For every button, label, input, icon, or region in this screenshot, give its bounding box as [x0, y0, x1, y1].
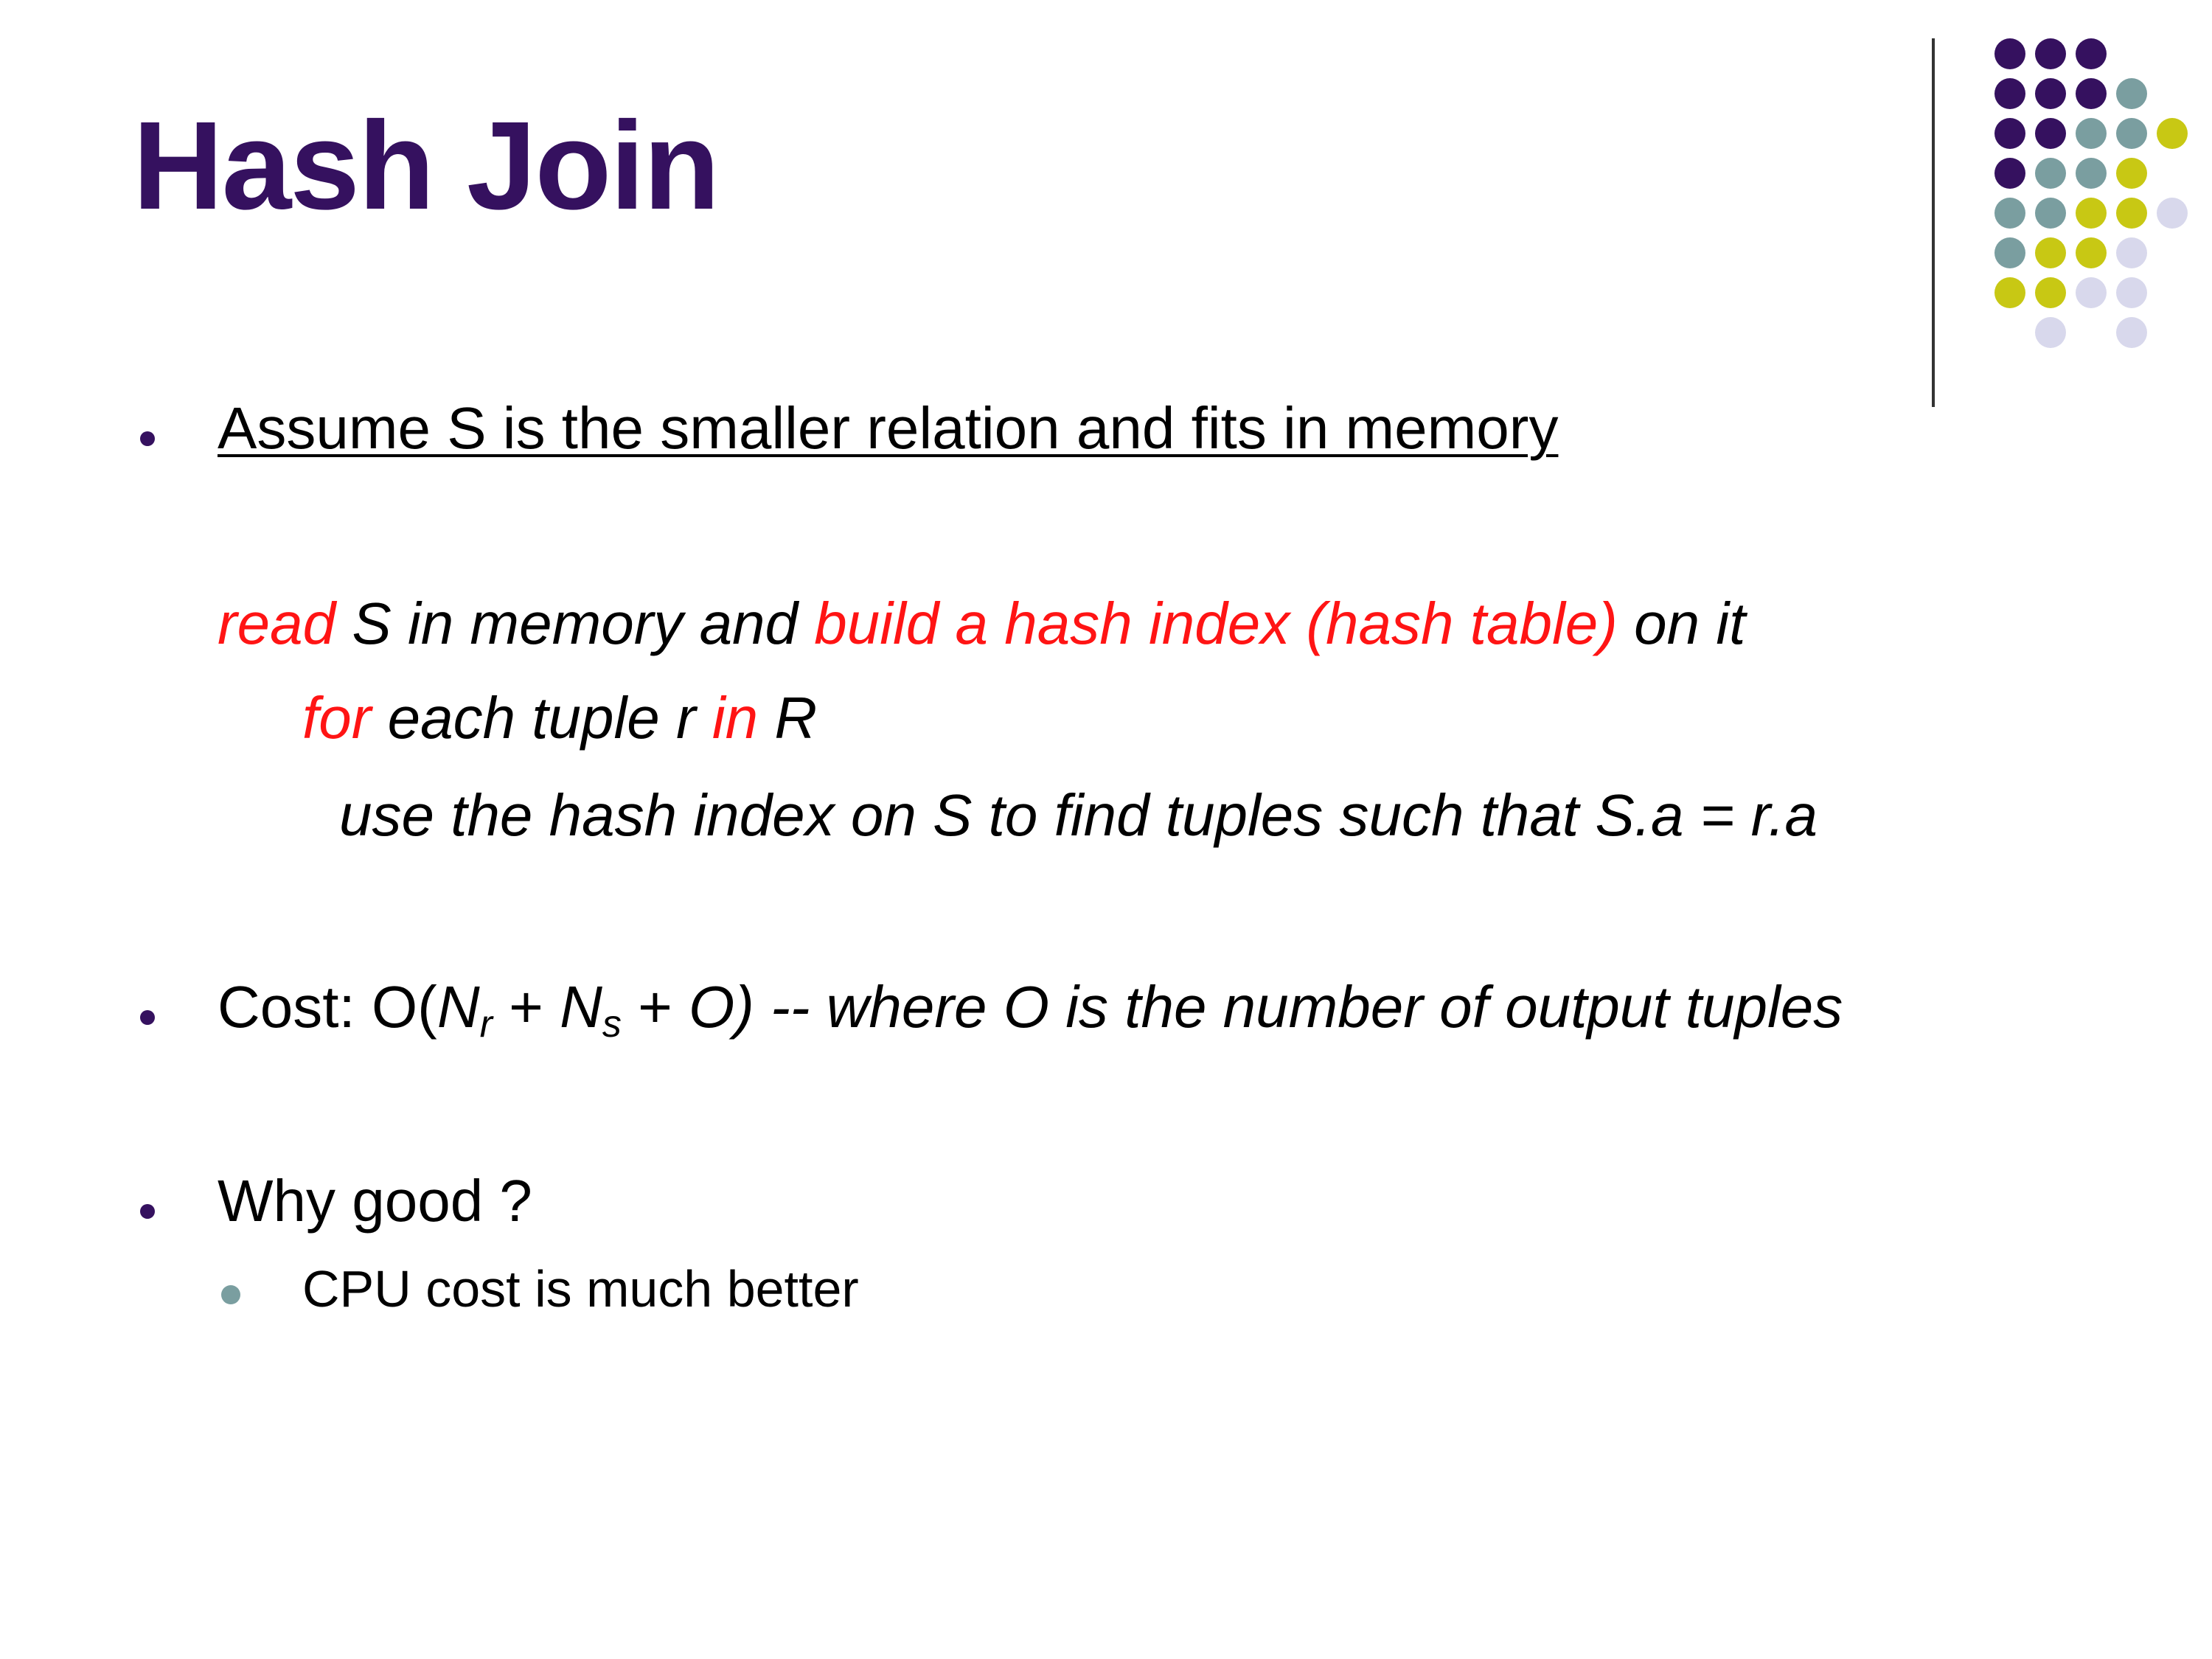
decorative-dot-purple	[2035, 118, 2066, 149]
decorative-dot-lavender	[2076, 277, 2107, 308]
decorative-dot-olive	[2035, 237, 2066, 268]
decorative-dot-lavender	[2035, 317, 2066, 348]
decorative-dot-purple	[2035, 78, 2066, 109]
decorative-dot-olive	[2116, 198, 2147, 229]
bullet-cost-text	[218, 973, 1843, 1046]
slide-title: Hash Join	[133, 96, 719, 236]
title-divider-line	[1932, 38, 1935, 407]
decorative-dot-teal	[2116, 78, 2147, 109]
cost-subscript-s: s	[602, 1003, 622, 1046]
bullet-why-good-text: Why good ?	[218, 1168, 532, 1234]
cost-plus: +	[492, 974, 560, 1040]
decorative-dot-teal	[2035, 198, 2066, 229]
cost-explanation: -- where O is the number of output tuples	[754, 974, 1843, 1040]
decorative-dot-purple	[1994, 118, 2025, 149]
code-text: R	[758, 685, 818, 751]
code-text: each tuple r	[371, 685, 712, 751]
sub-bullet-cpu-cost-text: CPU cost is much better	[302, 1260, 859, 1318]
decorative-dot-purple	[1994, 158, 2025, 189]
code-text: on it	[1617, 591, 1746, 656]
decorative-dot-lavender	[2116, 277, 2147, 308]
decorative-dot-teal	[2035, 158, 2066, 189]
decorative-dot-olive	[2076, 237, 2107, 268]
decorative-dot-olive	[2116, 158, 2147, 189]
decorative-dot-lavender	[2116, 237, 2147, 268]
cost-prefix: Cost: O(	[218, 974, 437, 1040]
cost-n: N	[560, 974, 602, 1040]
cost-o: O)	[689, 974, 754, 1040]
code-keyword-in: in	[712, 685, 759, 751]
decorative-dot-olive	[2035, 277, 2066, 308]
cost-n: N	[437, 974, 480, 1040]
decorative-dot-olive	[1994, 277, 2025, 308]
decorative-dot-purple	[2076, 38, 2107, 69]
decorative-dot-olive	[2076, 198, 2107, 229]
decorative-dot-teal	[1994, 198, 2025, 229]
decorative-dot-lavender	[2157, 198, 2188, 229]
cost-plus: +	[621, 974, 689, 1040]
bullet-point-icon	[140, 431, 155, 446]
bullet-assumption-text: Assume S is the smaller relation and fits in memory	[218, 395, 1559, 461]
code-keyword-for: for	[302, 685, 372, 751]
bullet-point-icon	[140, 1010, 155, 1025]
decorative-dot-purple	[1994, 78, 2025, 109]
code-line-1	[218, 590, 1745, 658]
code-line-2	[302, 684, 817, 752]
code-keyword-build-hash-index: build a hash index (hash table)	[814, 591, 1618, 656]
code-line-3: use the hash index on S to find tuples such that S.a = r.a	[339, 782, 1818, 848]
decorative-dot-olive	[2157, 118, 2188, 149]
code-text: S in memory and	[335, 591, 815, 656]
decorative-dot-teal	[2116, 118, 2147, 149]
decorative-dot-purple	[2035, 38, 2066, 69]
bullet-point-icon	[140, 1204, 155, 1219]
decorative-dot-teal	[1994, 237, 2025, 268]
decorative-dot-purple	[1994, 38, 2025, 69]
sub-bullet-point-icon	[221, 1285, 240, 1304]
decorative-dot-purple	[2076, 78, 2107, 109]
decorative-dot-teal	[2076, 118, 2107, 149]
decorative-dot-teal	[2076, 158, 2107, 189]
decorative-dot-lavender	[2116, 317, 2147, 348]
code-keyword-read: read	[218, 591, 336, 656]
cost-subscript-r: r	[479, 1003, 493, 1046]
